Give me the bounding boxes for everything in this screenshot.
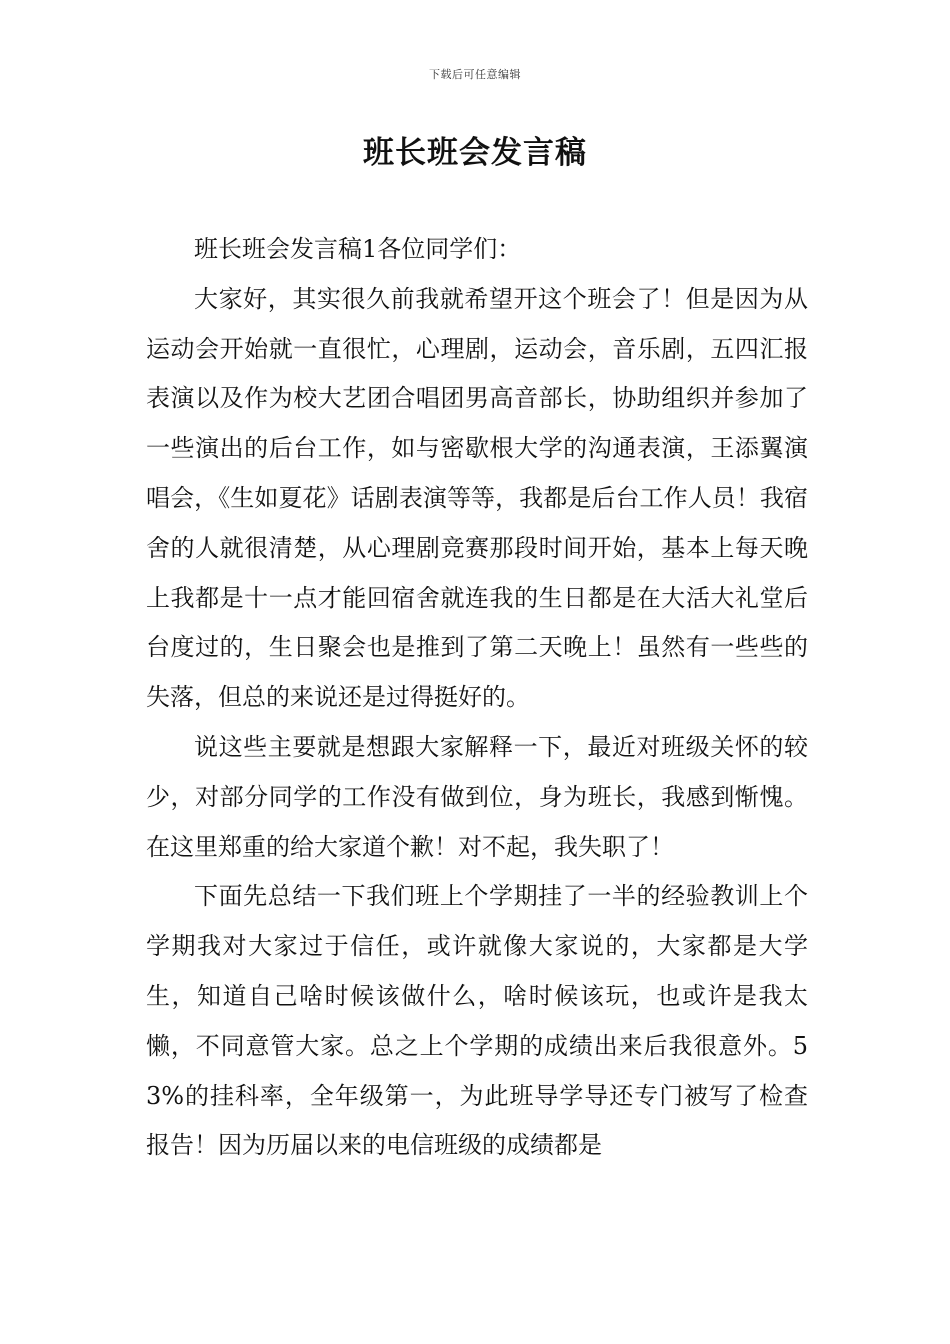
paragraph-4: 下面先总结一下我们班上个学期挂了一半的经验教训上个学期我对大家过于信任，或许就像大家说的，大家都是大学生，知道自己啥时候该做什么，啥时候该玩，也或许是我太懒，不同意管大家。总之上个学期的成绩出来后我很意外。53%的挂科率，全年级第一，为此班导学导还专门被写了检查报告！因为历届以来的电信班级的成绩都是 xyxy=(146,882,808,1160)
paragraph-2: 大家好，其实很久前我就希望开这个班会了！但是因为从运动会开始就一直很忙，心理剧，运动会，音乐剧，五四汇报表演以及作为校大艺团合唱团男高音部长，协助组织并参加了一些演出的后台工作，如与密歇根大学的沟通表演，王添翼演唱会，《生如夏花》话剧表演等等，我都是后台工作人员！我宿舍的人就很清楚，从心理剧竞赛那段时间开始，基本上每天晚上我都是十一点才能回宿舍就连我的生日都是在大活大礼堂后台度过的，生日聚会也是推到了第二天晚上！虽然有一些些的失落，但总的来说还是过得挺好的。 xyxy=(146,284,808,712)
header-note: 下载后可任意编辑 xyxy=(429,68,521,81)
document-body xyxy=(146,225,808,1171)
paragraph-3: 说这些主要就是想跟大家解释一下，最近对班级关怀的较少，对部分同学的工作没有做到位，身为班长，我感到惭愧。在这里郑重的给大家道个歉！对不起，我失职了！ xyxy=(146,732,808,861)
paragraph-1: 班长班会发言稿1各位同学们： xyxy=(194,235,522,263)
document-title: 班长班会发言稿 xyxy=(363,135,587,171)
